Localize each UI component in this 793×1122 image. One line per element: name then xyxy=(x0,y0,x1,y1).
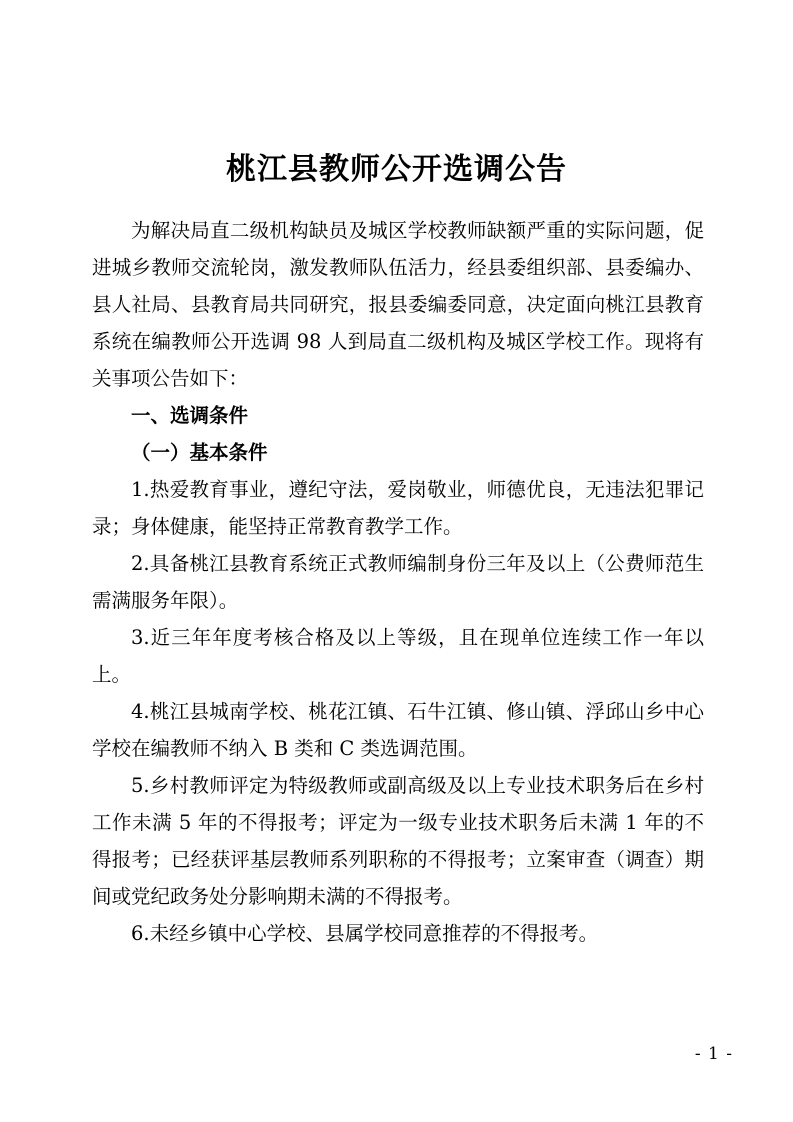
page-title: 桃江县教师公开选调公告 xyxy=(226,152,567,188)
paragraph-item-3: 3.近三年年度考核合格及以上等级，且在现单位连续工作一年以上。 xyxy=(92,626,704,686)
paragraph-item-1: 1.热爱教育事业，遵纪守法，爱岗敬业，师德优良，无违法犯罪记录；身体健康，能坚持正常教育教学工作。 xyxy=(92,478,704,538)
paragraph-item-5: 5.乡村教师评定为特级教师或副高级及以上专业技术职务后在乡村工作未满 5 年的不得报考；评定为一级专业技术职务后未满 1 年的不得报考；已经获评基层教师系列职称的不得报考；立案审查（调查）期间或党纪政务处分影响期未满的不得报考。 xyxy=(92,774,704,908)
document-body xyxy=(92,212,704,952)
page-number: - 1 - xyxy=(694,1044,733,1064)
paragraph-intro: 为解决局直二级机构缺员及城区学校教师缺额严重的实际问题，促进城乡教师交流轮岗，激发教师队伍活力，经县委组织部、县委编办、县人社局、县教育局共同研究，报县委编委同意，决定面向桃江县教育系统在编教师公开选调 98 人到局直二级机构及城区学校工作。现将有关事项公告如下： xyxy=(92,219,704,390)
paragraph-item-4: 4.桃江县城南学校、桃花江镇、石牛江镇、修山镇、浮邱山乡中心学校在编教师不纳入 B 类和 C 类选调范围。 xyxy=(92,700,704,760)
paragraph-item-2: 2.具备桃江县教育系统正式教师编制身份三年及以上（公费师范生需满服务年限）。 xyxy=(92,552,704,612)
section-heading-1: 一、选调条件 xyxy=(131,404,249,427)
paragraph-item-6: 6.未经乡镇中心学校、县属学校同意推荐的不得报考。 xyxy=(131,922,599,945)
subsection-heading-1: （一）基本条件 xyxy=(131,441,268,464)
